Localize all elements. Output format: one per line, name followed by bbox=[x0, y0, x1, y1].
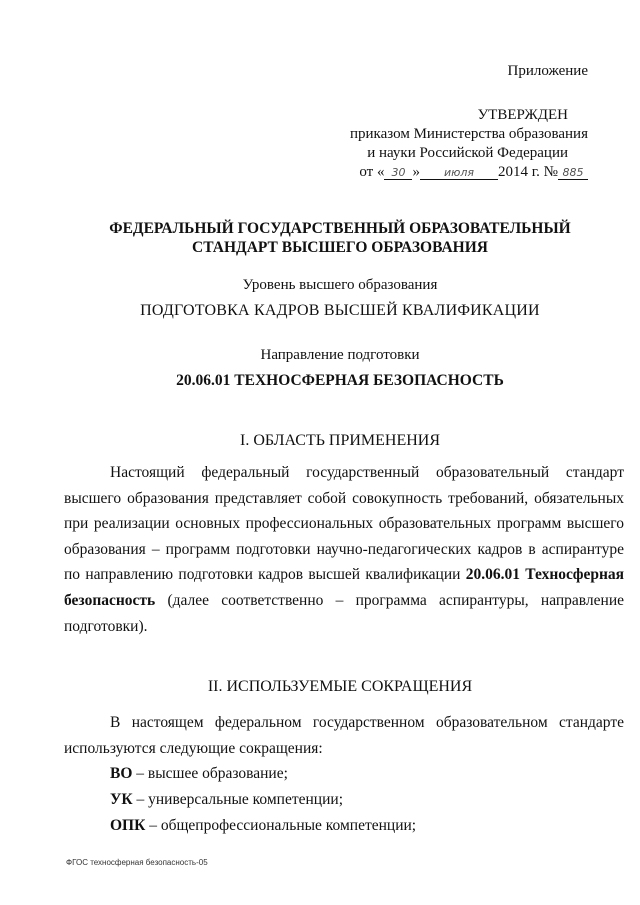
education-level-value: ПОДГОТОВКА КАДРОВ ВЫСШЕЙ КВАЛИФИКАЦИИ bbox=[140, 302, 540, 319]
abbreviation-item bbox=[110, 816, 416, 836]
section-1-heading: I. ОБЛАСТЬ ПРИМЕНЕНИЯ bbox=[239, 432, 441, 449]
direction-label: Направление подготовки bbox=[260, 347, 420, 363]
order-federation-line: и науки Российской Федерации bbox=[367, 145, 568, 161]
abbreviation-term: ОПК bbox=[110, 817, 146, 834]
section-1-text-bold: 20.06.01 Техносферная безопасность bbox=[64, 566, 625, 609]
order-ministry-line: приказом Министерства образования bbox=[350, 126, 588, 142]
section-1-text-part1: Настоящий федеральный государственный образовательный стандарт высшего образования представляет собой совокупность требований, обязательных при реализации основных профессиональных образовательных программ высшего образования – программ подготовки научно-педагогических кадров в аспирантуре по направлению подготовки кадров высшей квалификации bbox=[64, 464, 624, 584]
section-1-text-part2: (далее соответственно – программа аспирантуры, направление подготовки). bbox=[64, 591, 624, 635]
date-year: 2014 г. № bbox=[497, 164, 558, 180]
date-prefix: от « bbox=[359, 164, 385, 180]
abbreviation-term: УК bbox=[110, 791, 133, 808]
abbreviation-item bbox=[110, 764, 288, 784]
abbreviation-term: ВО bbox=[110, 765, 133, 782]
approved-label: УТВЕРЖДЕН bbox=[477, 107, 568, 123]
section-2-heading: II. ИСПОЛЬЗУЕМЫЕ СОКРАЩЕНИЯ bbox=[207, 678, 473, 695]
direction-value: 20.06.01 ТЕХНОСФЕРНАЯ БЕЗОПАСНОСТЬ bbox=[176, 372, 504, 389]
handwritten-month: июля bbox=[420, 166, 498, 180]
appendix-label: Приложение bbox=[507, 63, 588, 79]
standard-title-line2: СТАНДАРТ ВЫСШЕГО ОБРАЗОВАНИЯ bbox=[192, 239, 488, 256]
standard-title bbox=[60, 219, 620, 257]
standard-title-line1: ФЕДЕРАЛЬНЫЙ ГОСУДАРСТВЕННЫЙ ОБРАЗОВАТЕЛЬНЫЙ bbox=[109, 220, 571, 237]
abbreviation-item bbox=[110, 790, 343, 810]
section-2-intro: В настоящем федеральном государственном образовательном стандарте используются следующие сокращения: bbox=[64, 714, 624, 757]
order-date-line bbox=[359, 163, 588, 182]
handwritten-day: 30 bbox=[384, 166, 412, 180]
abbreviation-definition: – высшее образование; bbox=[132, 765, 288, 782]
abbreviation-definition: – универсальные компетенции; bbox=[132, 791, 343, 808]
page-footer: ФГОС техносферная безопасность-05 bbox=[66, 858, 208, 867]
section-1-paragraph bbox=[64, 460, 624, 639]
abbreviation-definition: – общепрофессиональные компетенции; bbox=[145, 817, 417, 834]
handwritten-order-number: 885 bbox=[558, 166, 588, 180]
education-level-label: Уровень высшего образования bbox=[242, 277, 438, 293]
date-mid: » bbox=[412, 164, 420, 180]
